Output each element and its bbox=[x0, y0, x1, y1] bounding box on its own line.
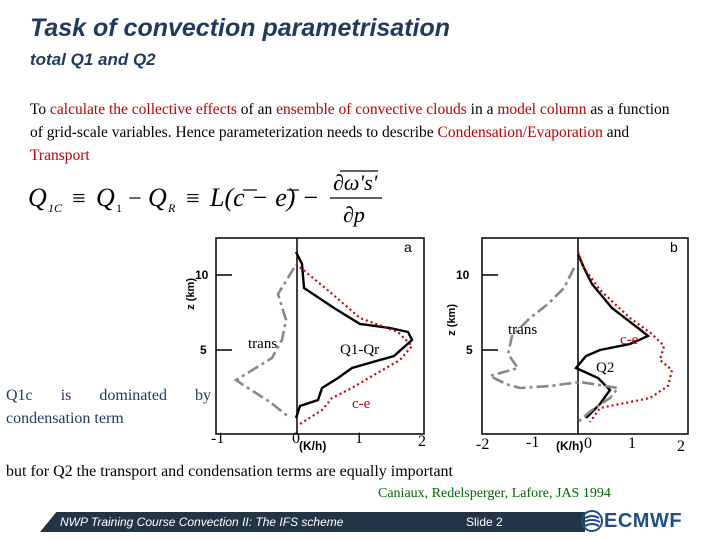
intro-highlight: Transport bbox=[30, 147, 90, 164]
panel-a-annotation-ce: c-e bbox=[352, 396, 371, 412]
q1c-formula bbox=[28, 168, 388, 232]
q1c-note: Q1c is dominated by condensation term bbox=[6, 387, 211, 427]
formula-numerator: ∂ω's' bbox=[333, 170, 378, 195]
formula-l-term: L(c − e) − bbox=[210, 183, 320, 212]
intro-text: in a bbox=[466, 101, 498, 118]
panel-b-label: b bbox=[670, 239, 678, 255]
formula-qr-subscript: R bbox=[168, 201, 176, 215]
panel-a-annotation-q: Q1-Qr bbox=[340, 342, 380, 358]
panel-b-x-tick: -2 bbox=[476, 436, 490, 453]
panel-a-x-tick: -1 bbox=[211, 430, 225, 447]
panel-a-y-label: z (km) bbox=[185, 278, 197, 310]
intro-text: and bbox=[602, 124, 630, 141]
panel-b-x-tick: 1 bbox=[628, 435, 636, 452]
intro-paragraph bbox=[30, 98, 670, 167]
panel-a-label: a bbox=[404, 239, 412, 255]
panel-b-x-tick: 2 bbox=[677, 438, 685, 455]
panel-b-y-tick: 10 bbox=[456, 268, 470, 282]
formula-denominator: ∂p bbox=[343, 202, 365, 227]
panel-a bbox=[185, 238, 426, 453]
panel-a-x-tick: 1 bbox=[355, 430, 363, 447]
intro-text: To bbox=[30, 101, 51, 118]
panel-a-x-unit: (K/h) bbox=[299, 439, 327, 453]
panel-a-x-tick: 0 bbox=[292, 430, 300, 447]
panel-b-x-tick: 0 bbox=[584, 435, 592, 452]
slide-subtitle: total Q1 and Q2 bbox=[30, 50, 156, 69]
panel-b-y-label: z (km) bbox=[446, 304, 458, 336]
profile-charts bbox=[0, 228, 720, 468]
formula-q1-subscript: 1 bbox=[116, 201, 122, 215]
panel-b-annotation-q: Q2 bbox=[596, 360, 615, 376]
panel-b-x-tick: -1 bbox=[526, 434, 540, 451]
ecmwf-logo-text: ECMWF bbox=[604, 510, 683, 532]
ecmwf-logo-icon bbox=[580, 509, 604, 533]
formula-qr: Q bbox=[148, 183, 167, 212]
panel-a-x-tick: 2 bbox=[418, 433, 426, 450]
formula-q1c-subscript: 1C bbox=[48, 201, 63, 215]
panel-a-annotation-trans: trans bbox=[248, 336, 278, 352]
formula-equiv: ≡ bbox=[186, 186, 200, 212]
formula-q1c: Q bbox=[28, 183, 47, 212]
intro-highlight: calculate the collective effects bbox=[50, 101, 237, 118]
panel-b-annotation-ce: c-e bbox=[620, 332, 639, 348]
intro-highlight: ensemble of convective clouds bbox=[276, 101, 467, 118]
intro-text: as a function of grid-scale variables. Hence parameterization needs to describe bbox=[30, 101, 670, 141]
formula-equiv: ≡ bbox=[72, 186, 86, 212]
conclusion-text: but for Q2 the transport and condensation terms are equally important bbox=[6, 463, 453, 480]
intro-text: of an bbox=[236, 101, 277, 118]
panel-a-y-tick: 5 bbox=[200, 343, 207, 357]
panel-b-x-unit: (K/h) bbox=[556, 439, 584, 453]
panel-b-annotation-trans: trans bbox=[508, 322, 538, 338]
slide-title: Task of convection parametrisation bbox=[30, 14, 451, 42]
formula-minus: − bbox=[128, 186, 142, 212]
intro-highlight: Condensation/Evaporation bbox=[437, 124, 603, 141]
panel-a-y-tick: 10 bbox=[195, 268, 209, 282]
formula-q1: Q bbox=[96, 183, 115, 212]
footer-slide-number: Slide 2 bbox=[466, 515, 503, 529]
panel-b-y-tick: 5 bbox=[466, 343, 473, 357]
footer-course-title: NWP Training Course Convection II: The IFS scheme bbox=[60, 515, 344, 529]
citation: Caniaux, Redelsperger, Lafore, JAS 1994 bbox=[378, 486, 611, 501]
panel-b bbox=[446, 238, 688, 455]
panel-a-q1-curve bbox=[296, 252, 412, 418]
intro-highlight: model column bbox=[497, 101, 587, 118]
